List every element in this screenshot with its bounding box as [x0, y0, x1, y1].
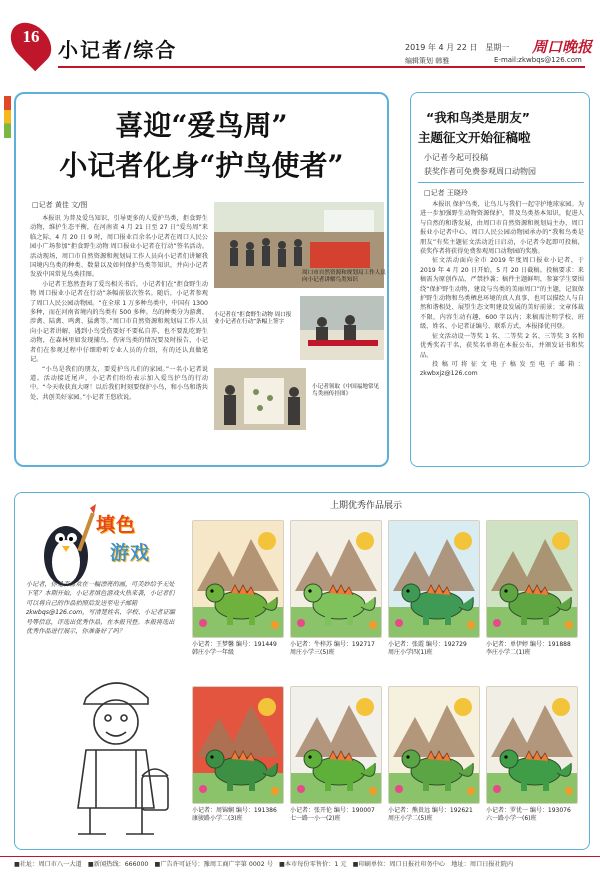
builder-outline-icon: [56, 658, 176, 838]
photo-poster-scene: [214, 368, 306, 430]
showcase-title: 上期优秀作品展示: [330, 501, 403, 511]
coloring-work-image: [486, 520, 578, 638]
coloring-work-3: [388, 520, 480, 657]
coloring-work-school: 七一路一小一(2)班: [290, 815, 341, 823]
editor-email: E-mail:zkwbqs@126.com: [494, 56, 582, 64]
coloring-work-8: [486, 686, 578, 823]
photo-caption: 周口市自然资源和规划局工作人员向小记者讲解鸟类知识: [302, 270, 386, 283]
editor-credit: 编辑策划 韩雅: [405, 57, 450, 65]
photo-signing: [300, 296, 384, 360]
coloring-work-image: [290, 686, 382, 804]
coloring-work-image: [290, 520, 382, 638]
dinosaur-drawing-icon: [193, 521, 284, 638]
coloring-work-image: [192, 520, 284, 638]
article-paragraph: 本报讯 为普及爱鸟知识，引导更多的人爱护鸟类，拒食野生动物，维护生态平衡，在河南省 4 月 21 日至 27 日“爱鸟周”来临之际，4 月 20 日 9 时，周口报业百余名小记者在周口人民公园小广场参加“拒食野生动物 周口报业小记者在行动”签名活动。活动现场，周口市自然资源和规划局工作人员向小记者们讲解我国境内鸟类的种类、数量以及如何保护鸟类等知识，并向小记者发放中国常见鸟类挂图。: [30, 215, 208, 279]
penguin-mascot-illustration: [30, 502, 102, 592]
contest-subheadline: 小记者今起可投稿: [424, 153, 488, 162]
contest-headline-line1: “我和鸟类是朋友”: [426, 110, 530, 125]
dinosaur-drawing-icon: [487, 521, 578, 638]
contest-email[interactable]: 投稿可将征文电子稿发至电子邮箱：zkwbxjz@126.com: [420, 360, 584, 378]
contest-byline: □记者 王晓玲: [424, 189, 468, 197]
article-paragraph: 小记者王悠然查询了爱鸟相关书后，小记者们在“拒食野生动物 周口报业小记者在行动”条幅前依次签名。随后，小记者参观了周口人民公园动物园。“在全球 1 万多种鸟类中，中国有 1300 多种，而在河南省境内的鸟类有 500 多种。鸟的种类分为游禽、涉禽、陆禽、鸣禽、猛禽等。”周口市自然资源和规划局工作人员向小记者讲解，遇到小鸟受伤要好不要私自养，也不要乱吃野生动物，在森林里如发现捕鸟、伤害鸟类的情况要及时报告，小记者们在参观过程中仔细聆听专业人员的介绍，有的还认真做笔记。: [30, 280, 208, 364]
dinosaur-drawing-icon: [389, 521, 480, 638]
coloring-work-school: 李庄小学二(1)班: [486, 649, 531, 657]
coloring-work-author: 小记者：罗优一 编号：193076: [486, 807, 571, 814]
coloring-work-school: 六一路小学一(6)班: [486, 815, 537, 823]
page-number: 16: [22, 27, 40, 46]
article-headline-line1: 喜迎“爱鸟周”: [115, 109, 288, 142]
divider: [418, 182, 584, 183]
coloring-work-image: [192, 686, 284, 804]
coloring-work-2: [290, 520, 382, 657]
decorative-color-bar: [4, 96, 11, 138]
dinosaur-drawing-icon: [389, 687, 480, 804]
newspaper-logo: 周口晚报: [532, 38, 593, 56]
game-title-line2: 游戏: [110, 542, 151, 564]
coloring-work-5: [192, 686, 284, 823]
issue-date: 2019 年 4 月 22 日 星期一: [405, 43, 510, 52]
coloring-work-author: 小记者：周锦娴 编号：191386: [192, 807, 277, 814]
coloring-work-1: [192, 520, 284, 657]
footer-info: ■社址：周口市八一大道 ■新闻热线：666000 ■广告许可证号：豫周工商广字第 0002 号 ■本市每份零售价：1 元 ■印刷单位：周口日报社印务中心 地址：周口日报社院内: [14, 861, 514, 868]
coloring-work-author: 小记者：单伊婷 编号：191888: [486, 641, 571, 648]
coloring-work-image: [388, 520, 480, 638]
article-paragraph: 征文活动设一等奖 1 名、二等奖 2 名、三等奖 3 名和优秀奖若干名，获奖名单将在本报公布，并颁发证书和奖品。: [420, 332, 584, 359]
penguin-icon: [30, 502, 102, 592]
header-rule: [58, 66, 585, 68]
article-paragraph: 本报讯 保护鸟类，让鸟儿与我们一起守护地球家园。为进一步加强野生动物资源保护，普及鸟类基本知识，促进人与自然的和谐发展，由周口市自然资源和规划局主办，周口报业小记者中心、周口人民公园动物园承办的“我和鸟类是朋友”有奖主题征文活动近日启动，小记者今起即可投稿，获奖作者将获得免费参观周口动物园的奖励。: [420, 201, 584, 256]
article-byline: □记者 黄佳 文/图: [32, 201, 88, 209]
article-body: [30, 214, 208, 402]
coloring-work-4: [486, 520, 578, 657]
coloring-work-image: [486, 686, 578, 804]
coloring-work-image: [388, 686, 480, 804]
article-headline-line2: 小记者化身“护鸟使者”: [59, 149, 344, 182]
photo-signing-scene: [300, 296, 384, 360]
contest-body: [420, 200, 584, 379]
coloring-work-school: 周庄小学四(1)班: [388, 649, 433, 657]
game-title-line1: 填色: [96, 514, 137, 536]
coloring-work-7: [388, 686, 480, 823]
section-title: 小记者/综合: [58, 38, 178, 62]
coloring-work-author: 小记者：熊贵远 编号：192621: [388, 807, 473, 814]
photo-caption: 小记者领取《中国福地常见鸟类画传挂图》: [312, 384, 380, 397]
coloring-work-6: [290, 686, 382, 823]
contest-subheadline: 获奖作者可免费参观周口动物园: [424, 167, 536, 176]
dinosaur-drawing-icon: [487, 687, 578, 804]
article-paragraph: 征文活动面向全市 2019 年度周口报业小记者，于 2019 年 4 月 20 日开始，5 月 20 日截稿。投稿要求：来稿需为原创作品，严禁抄袭；稿件主题鲜明，参赛学生要围绕“保护野生动物，建设与鸟类的美丽周口”的主题，记叙保护野生动物和鸟类栖息环境的真人真事，也可以描绘人与自然和谐相处、展望生态文明建设发展的美好前景；文章体裁不限，内容生动有趣，600 字以内；来稿需注明学校、班级、姓名、小记者证编号、联系方式，本报择优刊登。: [420, 257, 584, 331]
coloring-work-author: 小记者：王梦馨 编号：191449: [192, 641, 277, 648]
coloring-work-author: 小记者：张开伦 编号：190007: [290, 807, 375, 814]
coloring-work-author: 小记者：张霞 编号：192729: [388, 641, 467, 648]
coloring-work-school: 周庄小学三(5)班: [290, 649, 335, 657]
coloring-work-school: 周庄小学二(5)班: [388, 815, 433, 823]
coloring-work-school: 康骏路小学二(3)班: [192, 815, 243, 823]
coloring-outline-illustration: [56, 658, 176, 838]
article-paragraph: “小鸟是我们的朋友，要爱护鸟儿们的家园。”一名小记者说道。活动接近尾声，小记者们纷纷表示加入爱鸟护鸟的行动中。“今天收获真大呀！以后我们时刻要保护小鸟，和小鸟和谐共处，共创美好家园。”小记者王悠欣说。: [30, 365, 208, 401]
dinosaur-drawing-icon: [291, 521, 382, 638]
dinosaur-drawing-icon: [291, 687, 382, 804]
photo-poster: [214, 368, 306, 430]
contest-headline-line2: 主题征文开始征稿啦: [418, 130, 531, 145]
photo-caption: 小记者在“拒食野生动物 周口报业小记者在行动”条幅上签字: [214, 312, 292, 325]
coloring-work-author: 小记者：牛梓苏 编号：192717: [290, 641, 375, 648]
dinosaur-drawing-icon: [193, 687, 284, 804]
game-intro-text: 小记者，你是否喜欢在一幅漂亮的画，可美妙给予无处下笔？本期开始，小记者填色游戏火热来袭，小记者们可以将自己的作品拍照后发送至电子邮箱zkwbqs@126.com，写清楚姓名、学校、小记者证编号等信息，评选出优秀作品，在本报刊登。本报将选出优秀作品进行展示，你准备好了吗？: [26, 581, 175, 636]
coloring-work-school: 韩庄小学一年级: [192, 649, 235, 657]
